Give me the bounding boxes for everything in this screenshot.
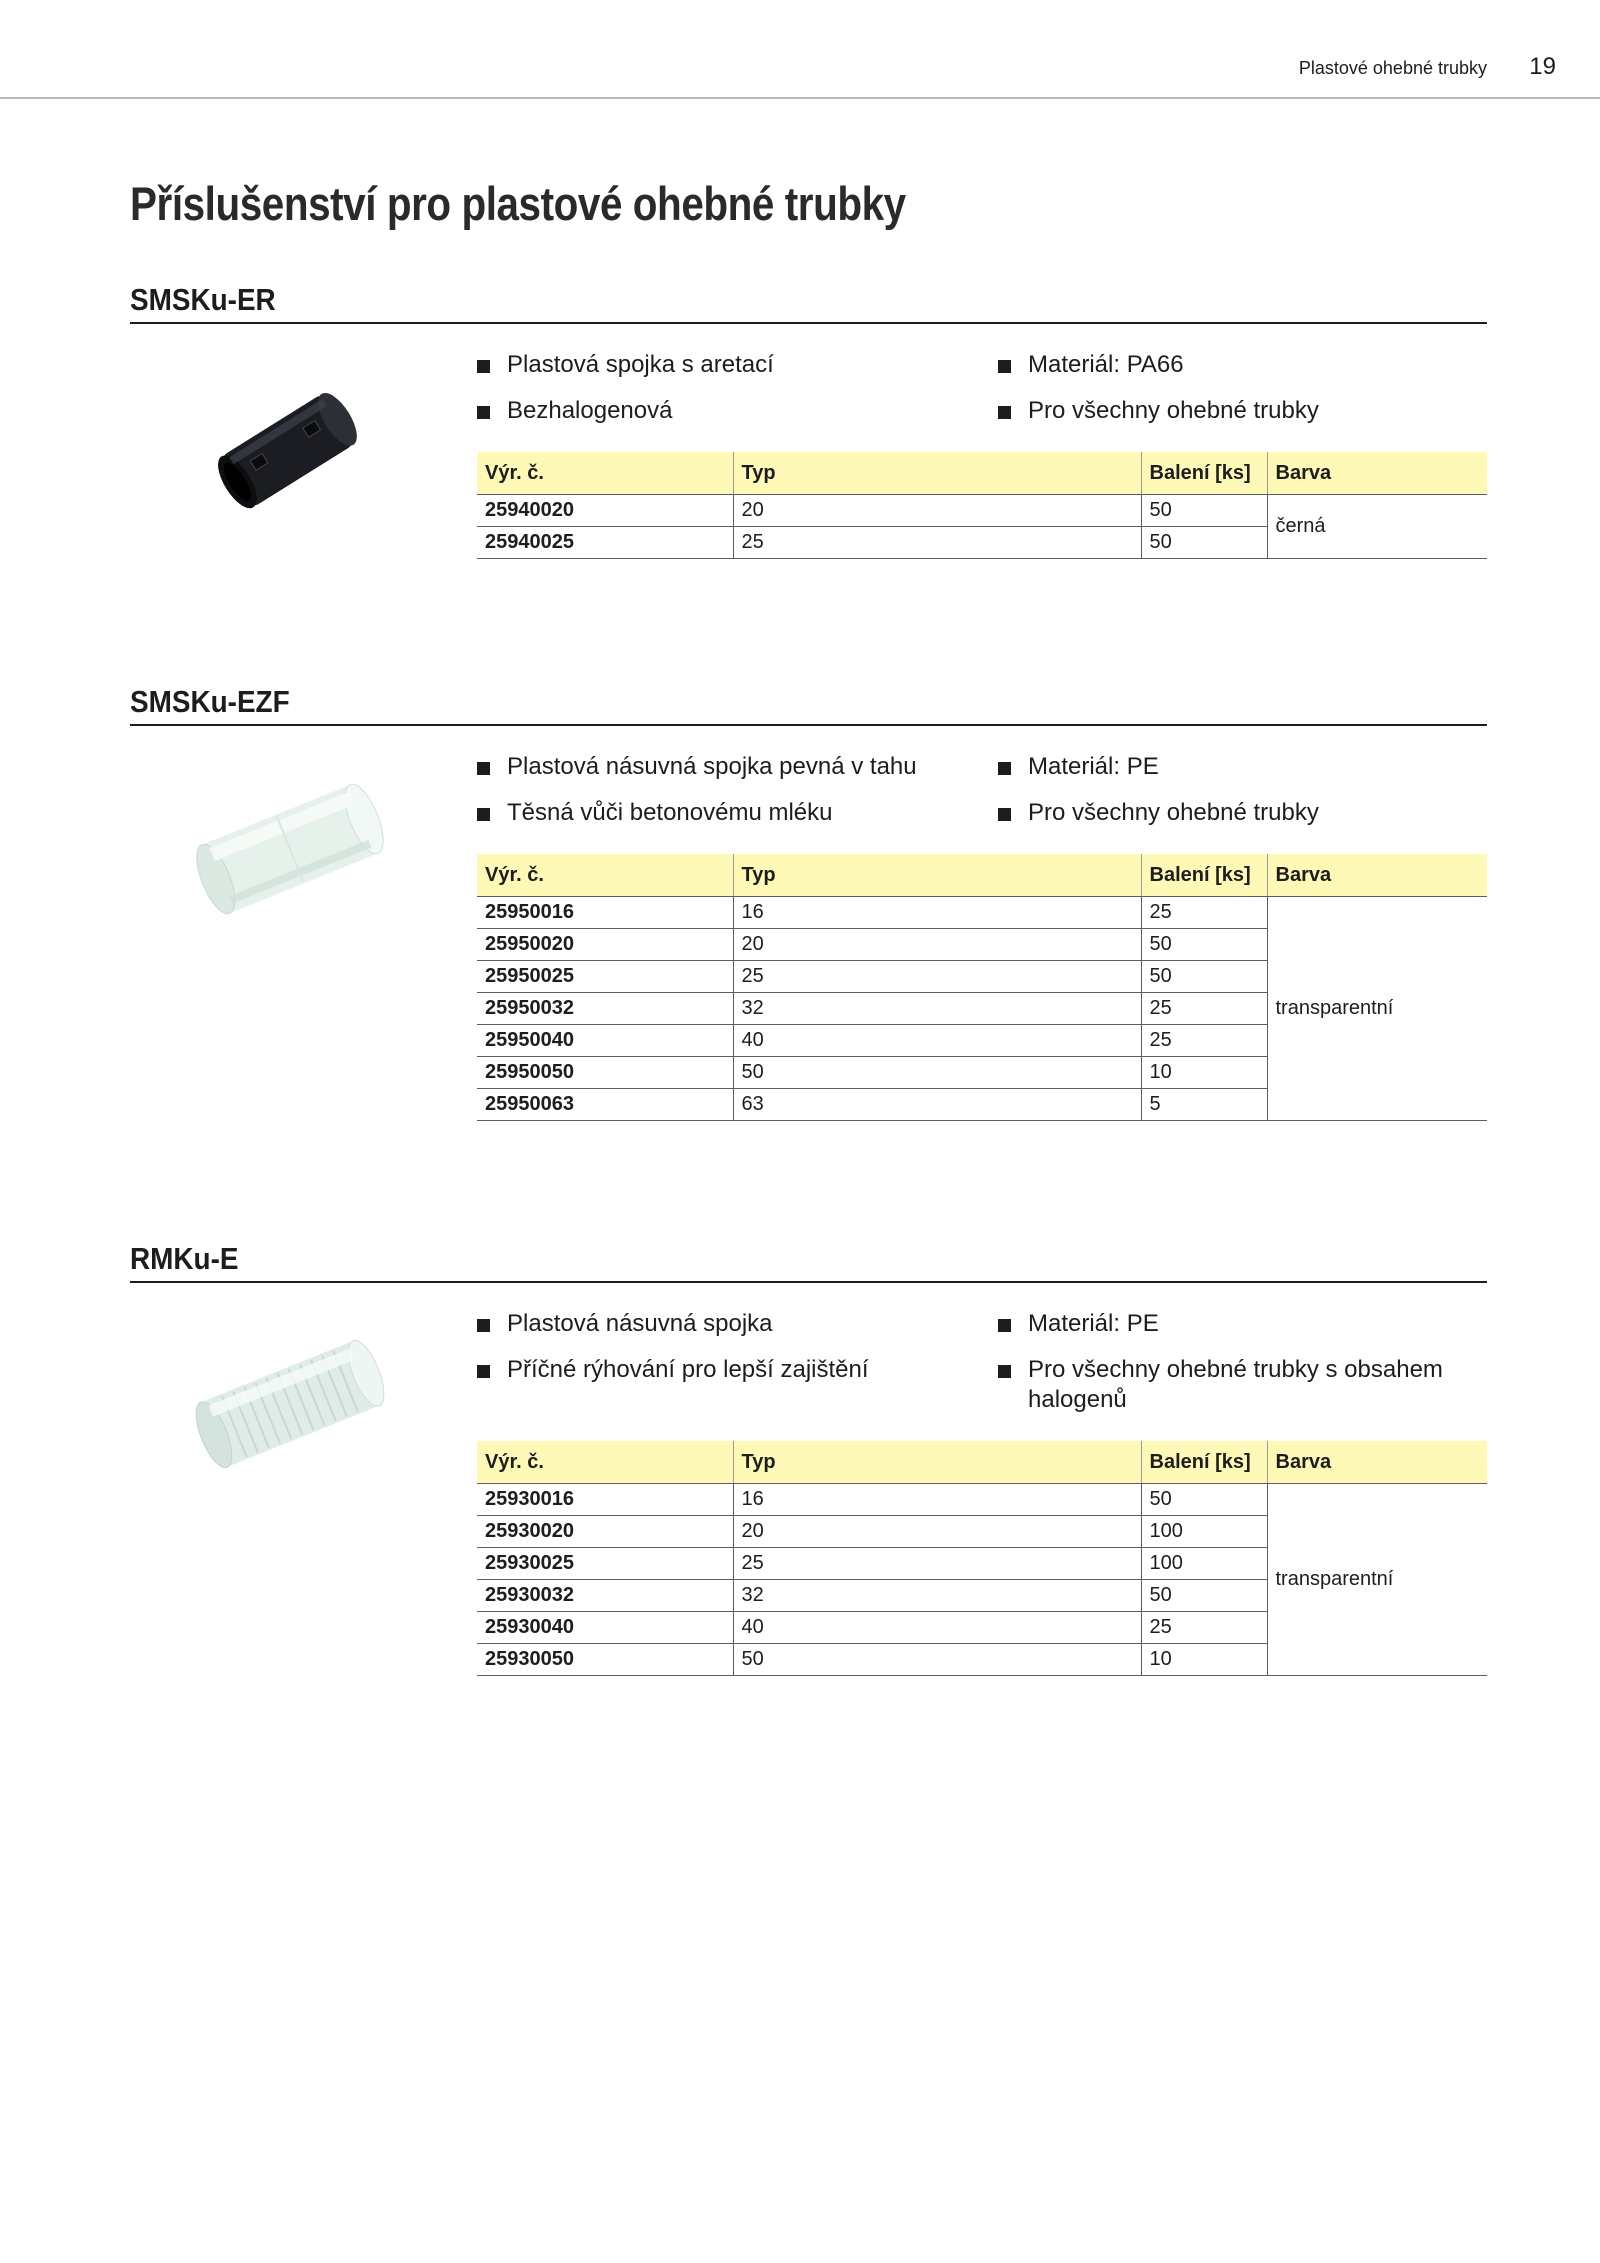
column-header-package: Balení [ks]: [1141, 452, 1267, 495]
transparent-coupling-image: [180, 774, 400, 924]
ribbed-transparent-coupling-image: [180, 1329, 400, 1479]
feature-text: Bezhalogenová: [507, 397, 673, 424]
part-no-cell: 25930025: [477, 1548, 733, 1580]
package-cell: 50: [1141, 527, 1267, 559]
feature-text: Plastová násuvná spojka: [507, 1310, 773, 1337]
package-cell: 10: [1141, 1057, 1267, 1089]
feature-text: Plastová násuvná spojka pevná v tahu: [507, 753, 917, 780]
package-cell: 5: [1141, 1089, 1267, 1121]
part-no-cell: 25950063: [477, 1089, 733, 1121]
type-cell: 25: [733, 961, 1141, 993]
feature-text: Těsná vůči betonovému mléku: [507, 799, 833, 826]
part-no-cell: 25950032: [477, 993, 733, 1025]
type-cell: 20: [733, 1516, 1141, 1548]
feature-item: [477, 1355, 977, 1385]
color-cell: transparentní: [1267, 1484, 1487, 1676]
column-header-type: Typ: [733, 452, 1141, 495]
type-cell: 63: [733, 1089, 1141, 1121]
header-section-title: Plastové ohebné trubky: [1298, 58, 1487, 78]
feature-text: Plastová spojka s aretací: [507, 351, 774, 378]
type-cell: 40: [733, 1025, 1141, 1057]
spec-table: [477, 854, 1487, 1121]
package-cell: 50: [1141, 929, 1267, 961]
feature-text: Pro všechny ohebné trubky: [1028, 799, 1319, 826]
type-cell: 25: [733, 527, 1141, 559]
product-name: RMKu-E: [130, 1241, 239, 1276]
color-cell: černá: [1267, 495, 1487, 559]
type-cell: 32: [733, 993, 1141, 1025]
part-no-cell: 25950016: [477, 897, 733, 929]
package-cell: 50: [1141, 1484, 1267, 1516]
column-header-package: Balení [ks]: [1141, 1441, 1267, 1484]
table-header-row: [477, 1441, 1487, 1484]
feature-item: [998, 350, 1487, 380]
feature-item: [477, 396, 977, 426]
column-header-part-no: Výr. č.: [477, 1441, 733, 1484]
column-header-color: Barva: [1267, 1441, 1487, 1484]
bullet-square-icon: [477, 1365, 490, 1378]
table-row: [477, 495, 1487, 527]
package-cell: 50: [1141, 495, 1267, 527]
bullet-square-icon: [477, 406, 490, 419]
black-coupling-image: [200, 374, 380, 524]
type-cell: 40: [733, 1612, 1141, 1644]
part-no-cell: 25950020: [477, 929, 733, 961]
feature-item: [477, 752, 977, 782]
part-no-cell: 25930040: [477, 1612, 733, 1644]
feature-text: Materiál: PA66: [1028, 351, 1184, 378]
part-no-cell: 25950025: [477, 961, 733, 993]
table-row: [477, 1484, 1487, 1516]
color-cell: transparentní: [1267, 897, 1487, 1121]
section-divider: [130, 1281, 1487, 1283]
part-no-cell: 25950040: [477, 1025, 733, 1057]
type-cell: 32: [733, 1580, 1141, 1612]
bullet-square-icon: [477, 1319, 490, 1332]
bullet-square-icon: [998, 1365, 1011, 1378]
bullet-square-icon: [998, 808, 1011, 821]
feature-item: [477, 1309, 977, 1339]
feature-item: [998, 396, 1487, 426]
bullet-square-icon: [998, 1319, 1011, 1332]
type-cell: 50: [733, 1057, 1141, 1089]
part-no-cell: 25930020: [477, 1516, 733, 1548]
part-no-cell: 25930032: [477, 1580, 733, 1612]
part-no-cell: 25950050: [477, 1057, 733, 1089]
feature-item: [477, 798, 977, 828]
feature-item: [998, 752, 1487, 782]
type-cell: 16: [733, 897, 1141, 929]
column-header-type: Typ: [733, 854, 1141, 897]
type-cell: 50: [733, 1644, 1141, 1676]
column-header-part-no: Výr. č.: [477, 452, 733, 495]
bullet-square-icon: [477, 808, 490, 821]
package-cell: 50: [1141, 1580, 1267, 1612]
feature-item: [998, 798, 1487, 828]
package-cell: 25: [1141, 1612, 1267, 1644]
header-divider: [0, 97, 1600, 99]
feature-text: Materiál: PE: [1028, 1310, 1159, 1337]
table-row: [477, 897, 1487, 929]
section-divider: [130, 322, 1487, 324]
type-cell: 20: [733, 495, 1141, 527]
part-no-cell: 25930016: [477, 1484, 733, 1516]
feature-text: Příčné rýhování pro lepší zajištění: [507, 1356, 869, 1383]
page-title: Příslušenství pro plastové ohebné trubky: [130, 177, 906, 230]
page-number: 19: [1529, 53, 1556, 80]
type-cell: 20: [733, 929, 1141, 961]
column-header-part-no: Výr. č.: [477, 854, 733, 897]
spec-table: [477, 1441, 1487, 1676]
type-cell: 25: [733, 1548, 1141, 1580]
bullet-square-icon: [477, 762, 490, 775]
product-name: SMSKu-EZF: [130, 684, 290, 719]
package-cell: 25: [1141, 993, 1267, 1025]
bullet-square-icon: [998, 360, 1011, 373]
feature-item: [477, 350, 977, 380]
package-cell: 50: [1141, 961, 1267, 993]
page-header: [0, 0, 1600, 100]
spec-table: [477, 452, 1487, 559]
feature-item: [998, 1355, 1458, 1415]
bullet-square-icon: [477, 360, 490, 373]
column-header-color: Barva: [1267, 854, 1487, 897]
package-cell: 100: [1141, 1516, 1267, 1548]
part-no-cell: 25930050: [477, 1644, 733, 1676]
package-cell: 10: [1141, 1644, 1267, 1676]
feature-item: [998, 1309, 1487, 1339]
part-no-cell: 25940020: [477, 495, 733, 527]
type-cell: 16: [733, 1484, 1141, 1516]
table-header-row: [477, 854, 1487, 897]
column-header-color: Barva: [1267, 452, 1487, 495]
column-header-package: Balení [ks]: [1141, 854, 1267, 897]
bullet-square-icon: [998, 406, 1011, 419]
package-cell: 25: [1141, 1025, 1267, 1057]
package-cell: 25: [1141, 897, 1267, 929]
column-header-type: Typ: [733, 1441, 1141, 1484]
section-divider: [130, 724, 1487, 726]
part-no-cell: 25940025: [477, 527, 733, 559]
feature-text: Pro všechny ohebné trubky s obsahem halogenů: [1028, 1356, 1443, 1413]
package-cell: 100: [1141, 1548, 1267, 1580]
bullet-square-icon: [998, 762, 1011, 775]
product-name: SMSKu-ER: [130, 282, 276, 317]
feature-text: Materiál: PE: [1028, 753, 1159, 780]
feature-text: Pro všechny ohebné trubky: [1028, 397, 1319, 424]
table-header-row: [477, 452, 1487, 495]
